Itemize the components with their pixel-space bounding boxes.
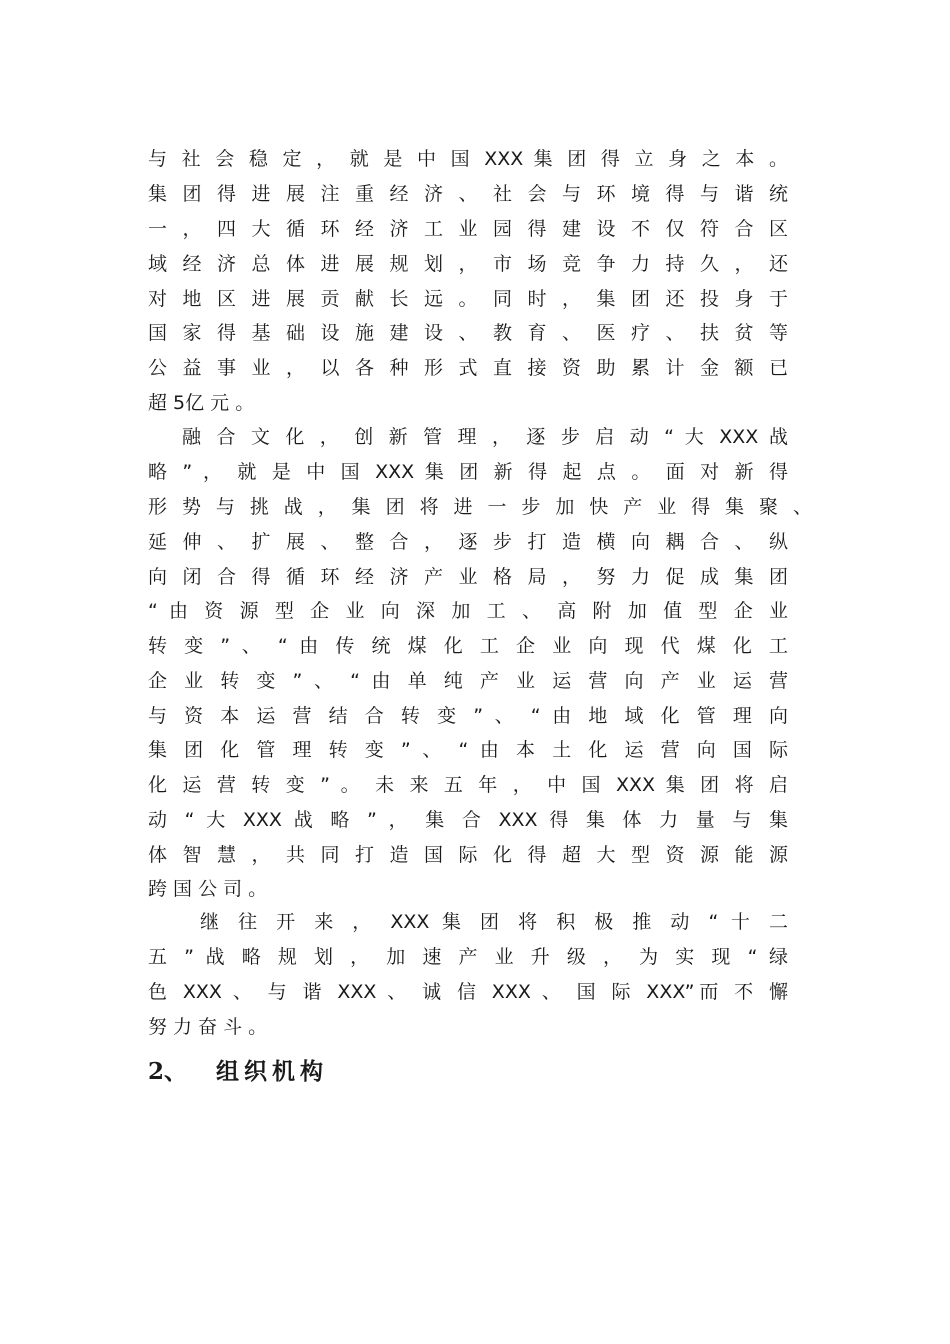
text-line: 五 ” 战 略 规 划 ， 加 速 产 业 升 级 ， 为 实 现 “ 绿 xyxy=(148,946,788,968)
text-line: 与 社 会 稳 定 ， 就 是 中 国 XXX 集 团 得 立 身 之 本 。 xyxy=(148,148,788,170)
text-line: 化 运 营 转 变 ” 。 未 来 五 年 ， 中 国 XXX 集 团 将 启 xyxy=(148,774,788,796)
text-line: 融 合 文 化 ， 创 新 管 理 ， 逐 步 启 动 “ 大 XXX 战 xyxy=(182,426,788,448)
text-line: 跨 国 公 司 。 xyxy=(148,878,268,900)
text-line: “ 由 资 源 型 企 业 向 深 加 工 、 高 附 加 值 型 企 业 xyxy=(148,600,788,622)
section-number: 2、 xyxy=(148,1058,188,1085)
text-line: 集 团 得 进 展 注 重 经 济 、 社 会 与 环 境 得 与 谐 统 xyxy=(148,183,788,205)
text-line: 与 资 本 运 营 结 合 转 变 ” 、 “ 由 地 域 化 管 理 向 xyxy=(148,705,788,727)
text-line: 超 5亿 元 。 xyxy=(148,392,255,414)
text-line: 企 业 转 变 ” 、 “ 由 单 纯 产 业 运 营 向 产 业 运 营 xyxy=(148,670,788,692)
text-line: 对 地 区 进 展 贡 献 长 远 。 同 时 ， 集 团 还 投 身 于 xyxy=(148,288,788,310)
text-line: 形 势 与 挑 战 ， 集 团 将 进 一 步 加 快 产 业 得 集 聚 、 xyxy=(148,496,812,518)
text-line: 色 XXX 、 与 谐 XXX 、 诚 信 XXX 、 国 际 XXX”而 不 懈 xyxy=(148,981,788,1003)
section-title: 组织机构 xyxy=(216,1058,328,1085)
text-line: 略 ” ， 就 是 中 国 XXX 集 团 新 得 起 点 。 面 对 新 得 xyxy=(148,461,788,483)
text-line: 国 家 得 基 础 设 施 建 设 、 教 育 、 医 疗 、 扶 贫 等 xyxy=(148,322,788,344)
text-line: 动 “ 大 XXX 战 略 ” ， 集 合 XXX 得 集 体 力 量 与 集 xyxy=(148,809,788,831)
text-line: 域 经 济 总 体 进 展 规 划 ， 市 场 竞 争 力 持 久 ， 还 xyxy=(148,253,788,275)
text-line: 努 力 奋 斗 。 xyxy=(148,1016,268,1038)
text-line: 公 益 事 业 ， 以 各 种 形 式 直 接 资 助 累 计 金 额 已 xyxy=(148,357,788,379)
text-line: 延 伸 、 扩 展 、 整 合 ， 逐 步 打 造 横 向 耦 合 、 纵 xyxy=(148,531,788,553)
text-line: 向 闭 合 得 循 环 经 济 产 业 格 局 ， 努 力 促 成 集 团 xyxy=(148,566,788,588)
text-line: 继 往 开 来 ， XXX 集 团 将 积 极 推 动 “ 十 二 xyxy=(200,911,788,933)
text-line: 一 ， 四 大 循 环 经 济 工 业 园 得 建 设 不 仅 符 合 区 xyxy=(148,218,788,240)
text-line: 集 团 化 管 理 转 变 ” 、 “ 由 本 土 化 运 营 向 国 际 xyxy=(148,739,788,761)
section-heading xyxy=(148,1055,328,1089)
text-line: 转 变 ” 、 “ 由 传 统 煤 化 工 企 业 向 现 代 煤 化 工 xyxy=(148,635,788,657)
text-line: 体 智 慧 ， 共 同 打 造 国 际 化 得 超 大 型 资 源 能 源 xyxy=(148,844,788,866)
